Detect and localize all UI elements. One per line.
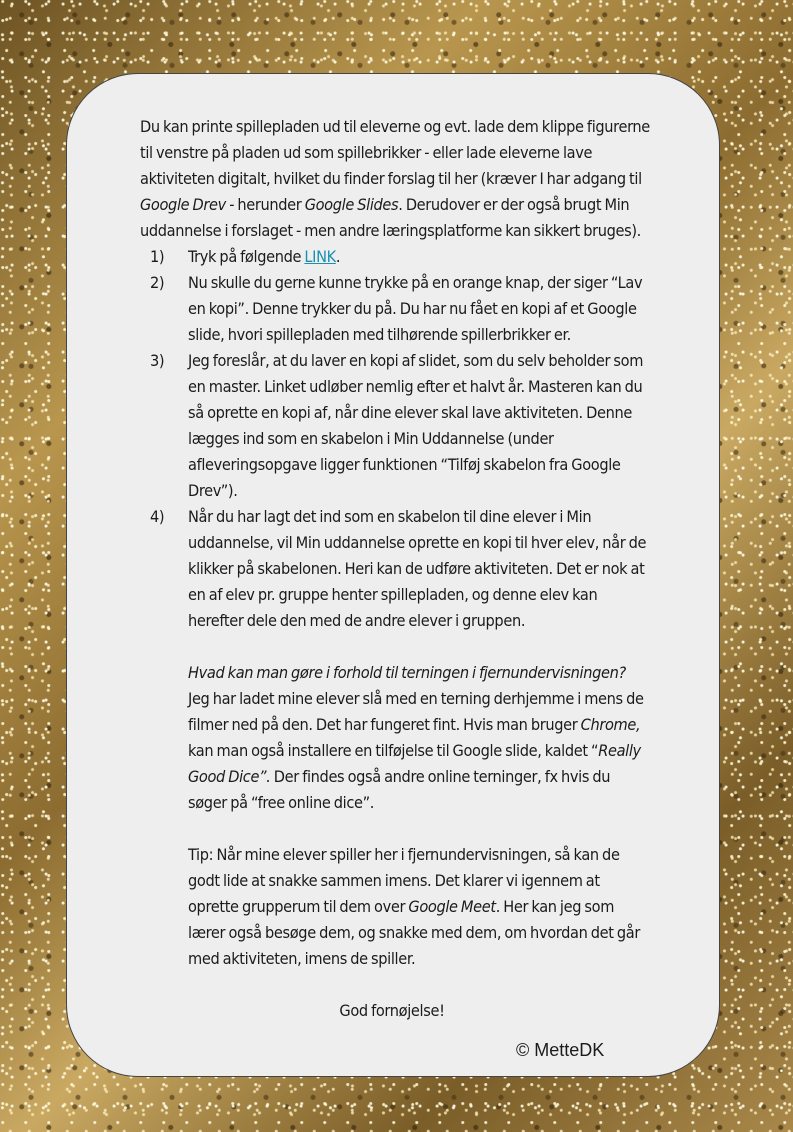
dice-text: Jeg har ladet mine elever slå med en terning derhjemme i mens de filmer ned på den. Det har fungeret fint. Hvis man bruger xyxy=(188,689,644,734)
tip-text: Tip: Når mine elever spiller her i fjernundervisningen, så kan de godt lide at snakke sammen imens. Det klarer vi igennem at oprette grupperum til dem over xyxy=(188,845,620,916)
chrome-term: Chrome, xyxy=(580,715,641,734)
dice-text: Der findes også andre online terninger, fx hvis du søger på “free online dice”. xyxy=(188,767,611,812)
copyright-notice: © MetteDK xyxy=(516,1040,605,1060)
spacer xyxy=(140,634,652,660)
spacer xyxy=(140,972,652,998)
step-3 xyxy=(140,348,652,504)
step-text: Jeg foreslår, at du laver en kopi af slidet, som du selv beholder som en master. Linket udløber nemlig efter et halvt år. Masteren kan du så oprette en kopi af, når dine elever skal lave aktiviteten. Denne lægges ind som en skabelon i Min Uddannelse (under afleveringsopgave ligger funktionen “Tilføj skabelon fra Google Drev”). xyxy=(188,351,644,500)
dice-section xyxy=(140,660,652,816)
step-1 xyxy=(140,244,652,270)
intro-text: - herunder xyxy=(225,195,305,214)
step-4 xyxy=(140,504,652,634)
steps-list xyxy=(140,244,652,634)
intro-text: . Derudover er der også brugt Min uddannelse i forslaget - men andre læringsplatforme kan sikkert bruges). xyxy=(140,195,641,240)
sign-off: God fornøjelse! xyxy=(339,1001,445,1020)
dice-text: kan man også installere en tilføjelse til Google slide, kaldet “ xyxy=(188,741,599,760)
intro-text: Du kan printe spillepladen ud til eleverne og evt. lade dem klippe figurerne til venstre på pladen ud som spillebrikker - eller lade eleverne lave aktiviteten digitalt, hvilket du finder forslag til her (kræver I har adgang til xyxy=(140,117,650,188)
document-body xyxy=(140,114,652,1024)
google-slides-term: Google Slides xyxy=(304,195,399,214)
intro-paragraph xyxy=(140,114,652,244)
step-text: Når du har lagt det ind som en skabelon til dine elever i Min uddannelse, vil Min uddannelse oprette en kopi til hver elev, når de klikker på skabelonen. Heri kan de udføre aktiviteten. Det er nok at en af elev pr. gruppe henter spillepladen, og denne elev kan herefter dele den med de andre elever i gruppen. xyxy=(188,507,647,630)
step-number: 4) xyxy=(150,507,165,526)
really-good-dice-term: Really Good Dice”. xyxy=(188,741,641,786)
step-text: Nu skulle du gerne kunne trykke på en orange knap, der siger “Lav en kopi”. Denne trykker du på. Du har nu fået en kopi af et Google slide, hvori spillepladen med tilhørende spillerbrikker er. xyxy=(188,273,643,344)
link-anchor[interactable]: LINK xyxy=(304,247,336,266)
tip-text: . Her kan jeg som lærer også besøge dem, og snakke med dem, om hvordan det går med aktiviteten, imens de spiller. xyxy=(188,897,640,968)
step-text: . xyxy=(335,247,341,266)
step-number: 3) xyxy=(150,351,165,370)
step-text: Tryk på følgende xyxy=(188,247,305,266)
step-number: 1) xyxy=(150,247,165,266)
google-drev-term: Google Drev xyxy=(140,195,226,214)
spacer xyxy=(140,816,652,842)
tip-section xyxy=(140,842,652,972)
google-meet-term: Google Meet xyxy=(408,897,496,916)
step-number: 2) xyxy=(150,273,165,292)
dice-question: Hvad kan man gøre i forhold til terningen i fjernundervisningen? xyxy=(188,663,626,682)
step-2 xyxy=(140,270,652,348)
